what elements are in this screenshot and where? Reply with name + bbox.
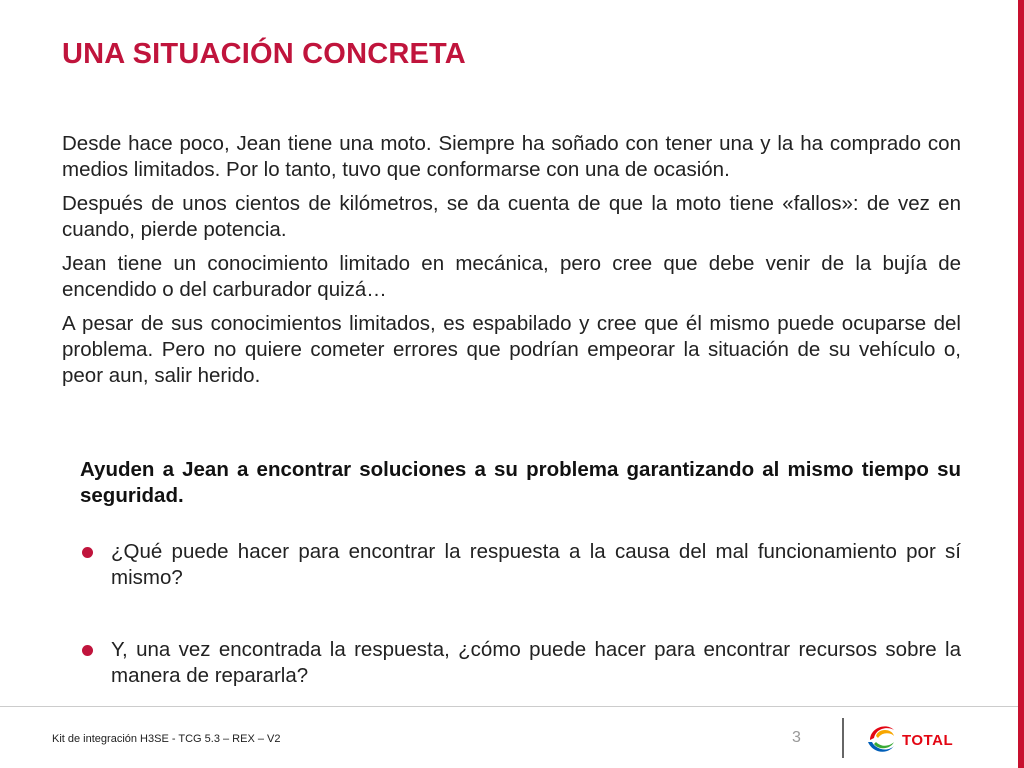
bullet-dot-icon xyxy=(82,645,93,656)
footer-separator xyxy=(0,706,1018,707)
list-item xyxy=(80,539,961,591)
slide-title: UNA SITUACIÓN CONCRETA xyxy=(62,38,466,70)
body-text xyxy=(62,131,961,397)
paragraph: A pesar de sus conocimientos limitados, es espabilado y cree que él mismo puede ocuparse del problema. Pero no quiere cometer errores que podrían empeorar la situación de su vehículo o, peor aun, salir herido. xyxy=(62,312,961,387)
page-number: 3 xyxy=(792,729,801,746)
question-list xyxy=(80,539,961,689)
paragraph: Después de unos cientos de kilómetros, se da cuenta de que la moto tiene «fallos»: de vez en cuando, pierde potencia. xyxy=(62,192,961,241)
right-accent-bar xyxy=(1018,0,1024,768)
task-section xyxy=(80,457,961,689)
task-heading: Ayuden a Jean a encontrar soluciones a su problema garantizando al mismo tiempo su seguridad. xyxy=(80,458,961,507)
paragraph: Jean tiene un conocimiento limitado en mecánica, pero cree que debe venir de la bujía de encendido o del carburador quizá… xyxy=(62,252,961,301)
logo-wordmark: TOTAL xyxy=(902,732,954,749)
list-item xyxy=(80,637,961,689)
footer-text: Kit de integración H3SE - TCG 5.3 – REX – V2 xyxy=(52,733,281,745)
bullet-dot-icon xyxy=(82,547,93,558)
footer-divider xyxy=(842,718,844,758)
bullet-text: ¿Qué puede hacer para encontrar la respuesta a la causa del mal funcionamiento por sí mismo? xyxy=(111,540,961,589)
paragraph: Desde hace poco, Jean tiene una moto. Siempre ha soñado con tener una y la ha comprado con medios limitados. Por lo tanto, tuvo que conformarse con una de ocasión. xyxy=(62,132,961,181)
total-logo-icon xyxy=(864,720,974,760)
bullet-text: Y, una vez encontrada la respuesta, ¿cómo puede hacer para encontrar recursos sobre la manera de repararla? xyxy=(111,638,961,687)
